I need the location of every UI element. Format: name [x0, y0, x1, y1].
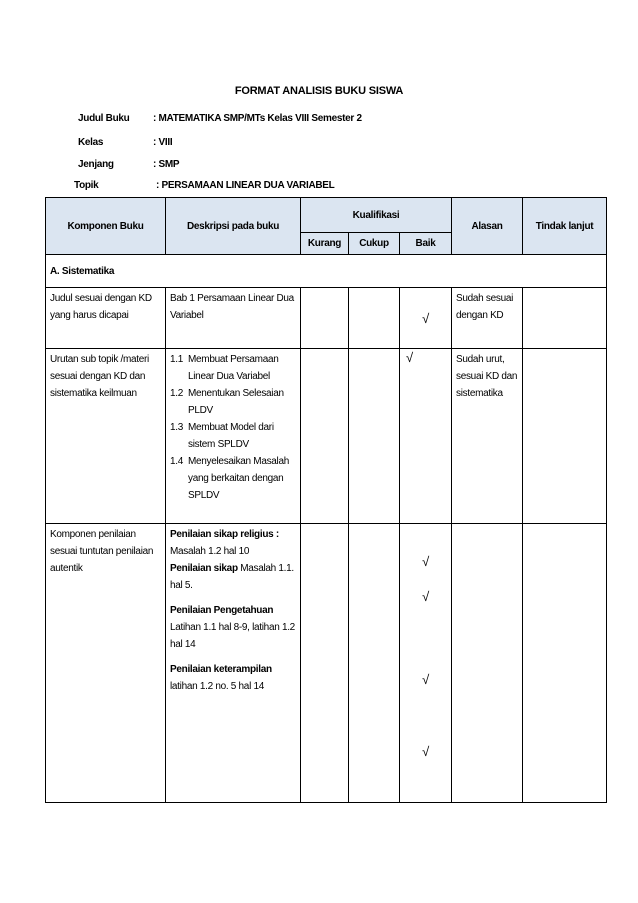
row3-check-1: √ [422, 554, 429, 569]
penilaian-pengetahuan-label: Penilaian Pengetahuan [170, 605, 274, 616]
row2-baik-check: √ [400, 349, 452, 524]
header-tindak-lanjut: Tindak lanjut [523, 198, 607, 255]
table-row [46, 288, 607, 349]
analysis-table [45, 197, 607, 803]
row2-cukup [349, 349, 400, 524]
meta-value-judul: : MATEMATIKA SMP/MTs Kelas VIII Semester 2 [153, 113, 362, 124]
row3-check-2: √ [422, 589, 429, 604]
row3-kurang [301, 524, 349, 803]
meta-label-kelas: Kelas [78, 137, 104, 148]
row3-deskripsi [166, 524, 301, 803]
table-row [46, 349, 607, 524]
meta-value-kelas: : VIII [153, 137, 173, 148]
meta-value-jenjang: : SMP [153, 159, 180, 170]
header-kurang: Kurang [301, 233, 349, 255]
row3-check-4: √ [422, 744, 429, 759]
row1-cukup [349, 288, 400, 349]
row3-komponen: Komponen penilaian sesuai tuntutan penilaian autentik [46, 524, 166, 803]
list-item: 1.4 Menyelesaikan Masalah yang berkaitan dengan SPLDV [170, 456, 289, 501]
header-alasan: Alasan [452, 198, 523, 255]
meta-label-judul: Judul Buku [78, 113, 130, 124]
penilaian-sikap: Penilaian sikap Masalah 1.1. hal 5. [170, 563, 294, 591]
row1-tindak [523, 288, 607, 349]
list-item: 1.1 Membuat Persamaan Linear Dua Variabel [170, 354, 279, 382]
penilaian-pengetahuan-text: Latihan 1.1 hal 8-9, latihan 1.2 hal 14 [170, 622, 295, 650]
section-sistematika: A. Sistematika [46, 255, 607, 288]
row1-komponen: Judul sesuai dengan KD yang harus dicapai [46, 288, 166, 349]
document-title: FORMAT ANALISIS BUKU SISWA [234, 85, 404, 97]
header-baik: Baik [400, 233, 452, 255]
list-item: 1.2 Menentukan Selesaian PLDV [170, 388, 284, 416]
row2-tindak [523, 349, 607, 524]
row1-alasan: Sudah sesuai dengan KD [452, 288, 523, 349]
row2-komponen: Urutan sub topik /materi sesuai dengan KD dan sistematika keilmuan [46, 349, 166, 524]
header-deskripsi: Deskripsi pada buku [166, 198, 301, 255]
penilaian-keterampilan-label: Penilaian keterampilan [170, 664, 272, 675]
row2-kurang [301, 349, 349, 524]
list-item: 1.3 Membuat Model dari sistem SPLDV [170, 422, 274, 450]
penilaian-keterampilan-text: latihan 1.2 no. 5 hal 14 [170, 681, 264, 692]
row3-alasan [452, 524, 523, 803]
row3-check-3: √ [422, 672, 429, 687]
meta-label-jenjang: Jenjang [78, 159, 114, 170]
meta-value-topik: : PERSAMAAN LINEAR DUA VARIABEL [156, 180, 335, 191]
row2-deskripsi [166, 349, 301, 524]
row2-alasan: Sudah urut, sesuai KD dan sistematika [452, 349, 523, 524]
row3-tindak [523, 524, 607, 803]
row1-baik-check: √ [400, 288, 452, 349]
row1-deskripsi: Bab 1 Persamaan Linear Dua Variabel [166, 288, 301, 349]
header-cukup: Cukup [349, 233, 400, 255]
row3-cukup [349, 524, 400, 803]
header-kualifikasi: Kualifikasi [301, 198, 452, 233]
table-row [46, 524, 607, 803]
row3-baik [400, 524, 452, 803]
penilaian-religius-text: Masalah 1.2 hal 10 [170, 546, 250, 557]
meta-label-topik: Topik [74, 180, 99, 191]
row1-kurang [301, 288, 349, 349]
penilaian-religius-label: Penilaian sikap religius : [170, 529, 279, 540]
header-komponen: Komponen Buku [46, 198, 166, 255]
